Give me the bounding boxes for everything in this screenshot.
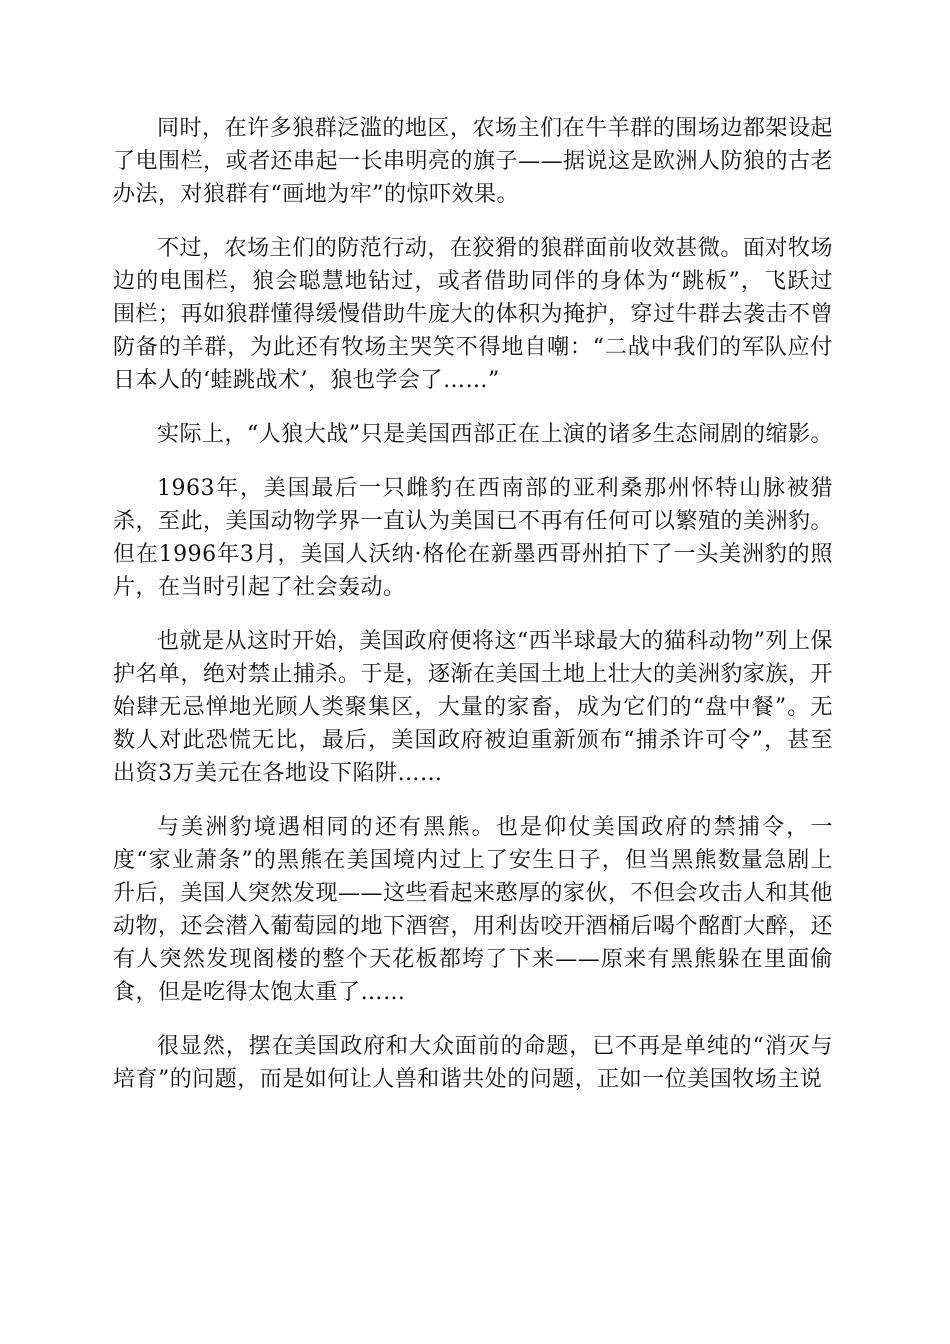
paragraph-jaguar-protection: 也就是从这时开始，美国政府便将这“西半球最大的猫科动物”列上保护名单，绝对禁止捕杀。于是，逐渐在美国土地上壮大的美洲豹家族，开始肆无忌惮地光顾人类聚集区，大量的家畜，成为它们的“盘中餐”。无数人对此恐慌无比，最后，美国政府被迫重新颁布“捕杀许可令”，甚至出资3万美元在各地设下陷阱…… [113, 629, 834, 786]
paragraph-ecological-drama: 实际上，“人狼大战”只是美国西部正在上演的诸多生态闹剧的缩影。 [157, 422, 833, 447]
paragraph-jaguar-history: 1963年，美国最后一只雌豹在西南部的亚利桑那州怀特山脉被猎杀，至此，美国动物学界一直认为美国已不再有任何可以繁殖的美洲豹。但在1996年3月，美国人沃纳·格伦在新墨西哥州拍下了一头美洲豹的照片，在当时引起了社会轰动。 [113, 476, 834, 600]
paragraph-black-bears: 与美洲豹境遇相同的还有黑熊。也是仰仗美国政府的禁捕令，一度“家业萧条”的黑熊在美国境内过上了安生日子，但当黑熊数量急剧上升后，美国人突然发现——这些看起来憨厚的家伙，不但会攻击人和其他动物，还会潜入葡萄园的地下酒窖，用利齿咬开酒桶后喝个酩酊大醉，还有人突然发现阁楼的整个天花板都垮了下来——原来有黑熊躲在里面偷食，但是吃得太饱太重了…… [113, 815, 834, 1005]
paragraph-coexistence: 很显然，摆在美国政府和大众面前的命题，已不再是单纯的“消灭与培育”的问题，而是如何让人兽和谐共处的问题，正如一位美国牧场主说 [113, 1034, 833, 1092]
article-body [113, 112, 833, 1117]
paragraph-electric-fence: 同时，在许多狼群泛滥的地区，农场主们在牛羊群的围场边都架设起了电围栏，或者还串起一长串明亮的旗子——据说这是欧洲人防狼的古老办法，对狼群有“画地为牢”的惊吓效果。 [113, 116, 834, 207]
paragraph-wolves-outsmart: 不过，农场主们的防范行动，在狡猾的狼群面前收效甚微。面对牧场边的电围栏，狼会聪慧地钻过，或者借助同伴的身体为“跳板”，飞跃过围栏；再如狼群懂得缓慢借助牛庞大的体积为掩护，穿过牛群去袭击不曾防备的羊群，为此还有牧场主哭笑不得地自嘲：“二战中我们的军队应付日本人的‘蛙跳战术’，狼也学会了……” [113, 236, 834, 393]
